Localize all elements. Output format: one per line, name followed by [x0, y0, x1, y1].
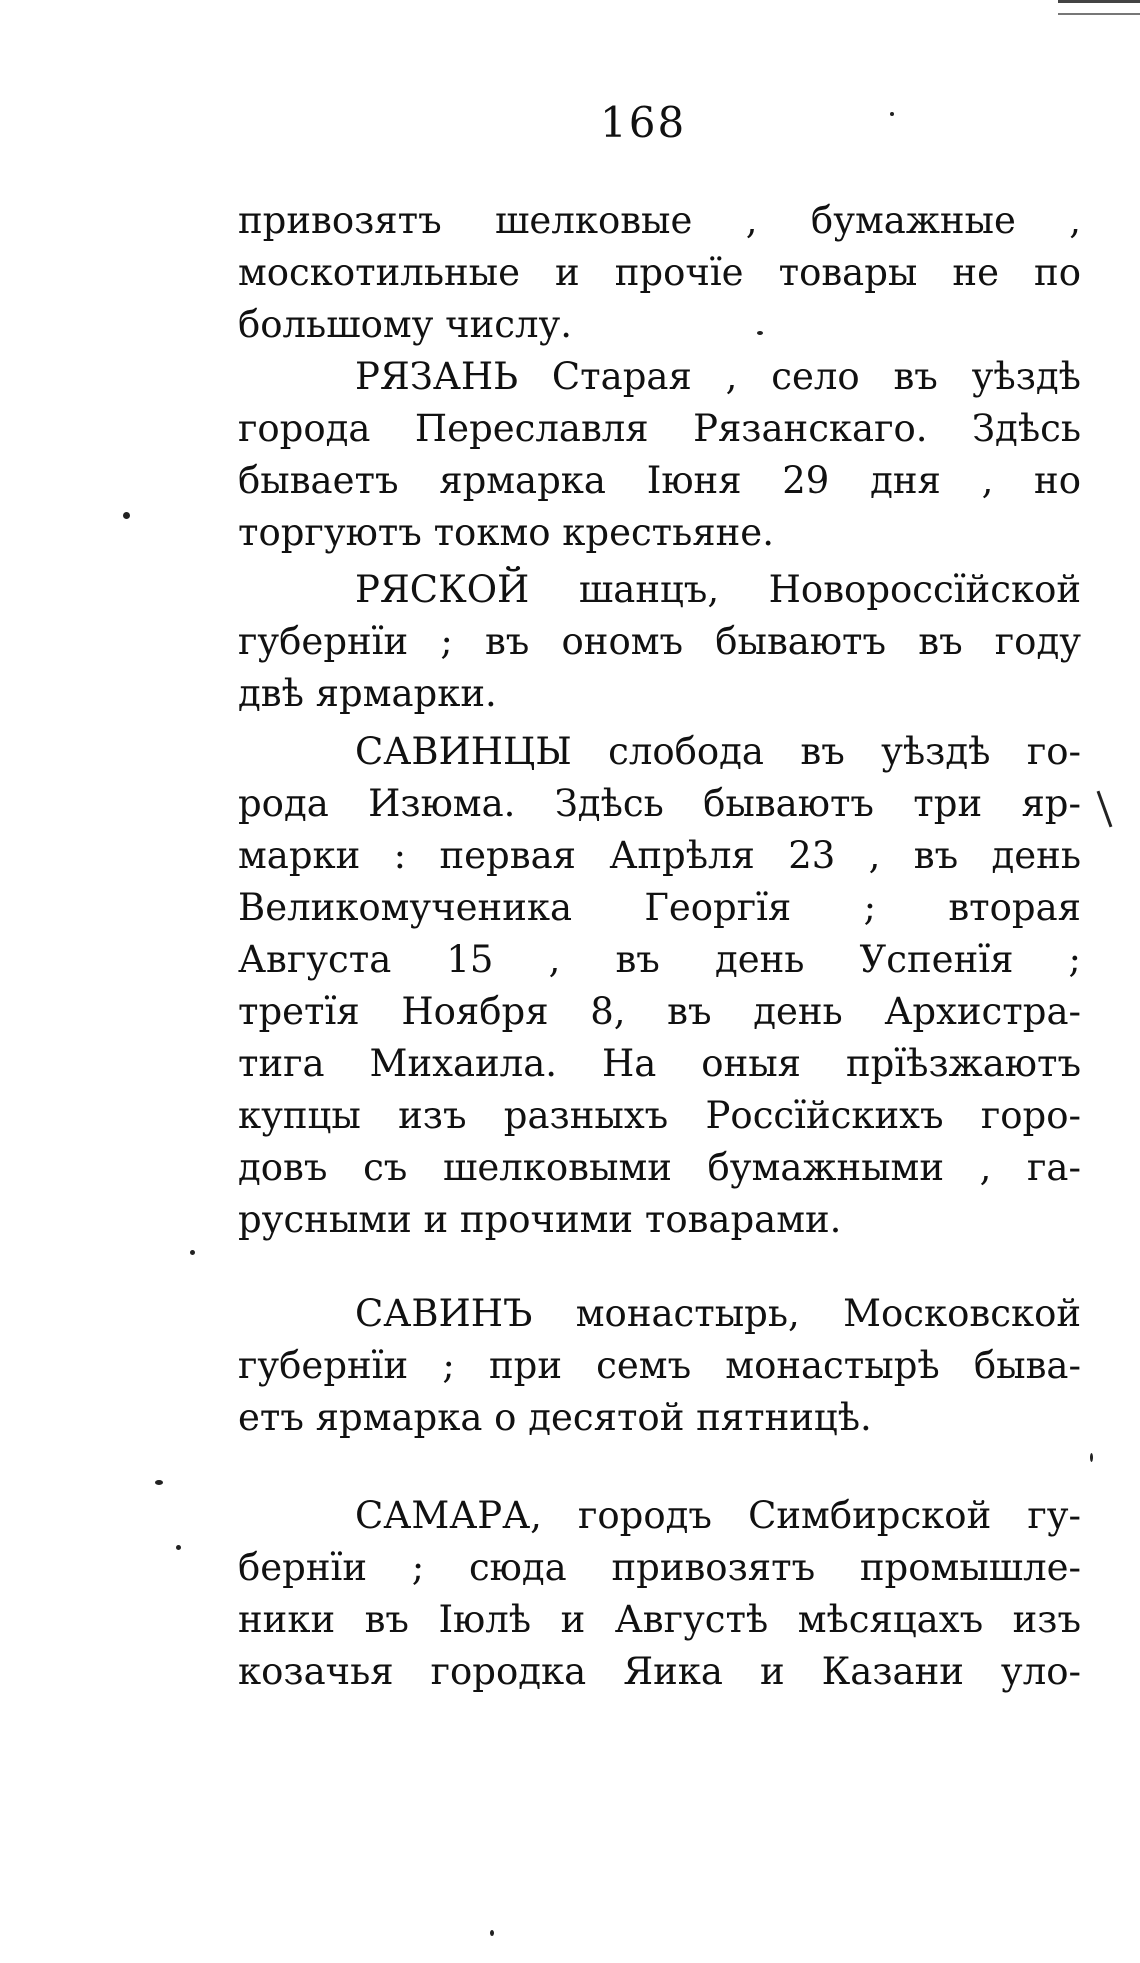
page-edge-rule: [1058, 0, 1140, 15]
text-line: русными и прочими товарами.: [238, 1198, 842, 1241]
margin-mark: [1097, 791, 1113, 828]
text-line: марки : первая Апрѣля 23 , въ день: [238, 834, 1081, 877]
entry-heading-line: САВИНЪ монастырь, Московской: [355, 1292, 1081, 1335]
text-line: города Переславля Рязанскаго. Здѣсь: [238, 407, 1081, 450]
text-line: большому числу.: [238, 303, 573, 346]
text-line: етъ ярмарка о десятой пятницѣ.: [238, 1396, 872, 1439]
text-line: третїя Ноября 8, въ день Архистра-: [238, 990, 1081, 1033]
text-line: привозятъ шелковые , бумажные ,: [238, 199, 1081, 242]
text-line: Великомученика Георгїя ; вторая: [238, 886, 1081, 929]
entry-heading-line: САВИНЦЫ слобода въ уѣздѣ го-: [355, 730, 1081, 773]
entry-heading-line: САМАРА, городъ Симбирской гу-: [355, 1494, 1081, 1537]
text-line: губернїи ; при семъ монастырѣ быва-: [238, 1344, 1081, 1387]
text-line: бернїи ; сюда привозятъ промышле-: [238, 1546, 1081, 1589]
page-number: 168: [600, 98, 687, 147]
text-line: козачья городка Яика и Казани уло-: [238, 1650, 1081, 1693]
text-line: Августа 15 , въ день Успенїя ;: [238, 938, 1081, 981]
text-line: ники въ Іюлѣ и Августѣ мѣсяцахъ изъ: [238, 1598, 1081, 1641]
text-line: торгуютъ токмо крестьяне.: [238, 511, 774, 554]
entry-heading-line: РЯСКОЙ шанцъ, Новороссїйской: [355, 568, 1081, 611]
text-line: купцы изъ разныхъ Россїйскихъ горо-: [238, 1094, 1081, 1137]
text-line: двѣ ярмарки.: [238, 672, 497, 715]
scan-speck: [176, 1545, 181, 1550]
scan-speck: [190, 1250, 195, 1255]
scan-speck: [890, 112, 894, 116]
text-line: бываетъ ярмарка Іюня 29 дня , но: [238, 459, 1081, 502]
text-line: рода Изюма. Здѣсь бываютъ три яр-: [238, 782, 1081, 825]
text-line: довъ съ шелковыми бумажными , га-: [238, 1146, 1081, 1189]
scan-speck: [123, 512, 130, 519]
scan-speck: [490, 1930, 494, 1936]
scan-speck: [155, 1480, 163, 1485]
text-line: тига Михаила. На оныя прїѣзжаютъ: [238, 1042, 1081, 1085]
entry-heading-line: РЯЗАНЬ Старая , село въ уѣздѣ: [355, 355, 1081, 398]
scan-speck: [1090, 1453, 1093, 1462]
text-line: губернїи ; въ ономъ бываютъ въ году: [238, 620, 1081, 663]
text-line: москотильные и прочїе товары не по: [238, 251, 1081, 294]
scan-speck: [757, 331, 763, 335]
